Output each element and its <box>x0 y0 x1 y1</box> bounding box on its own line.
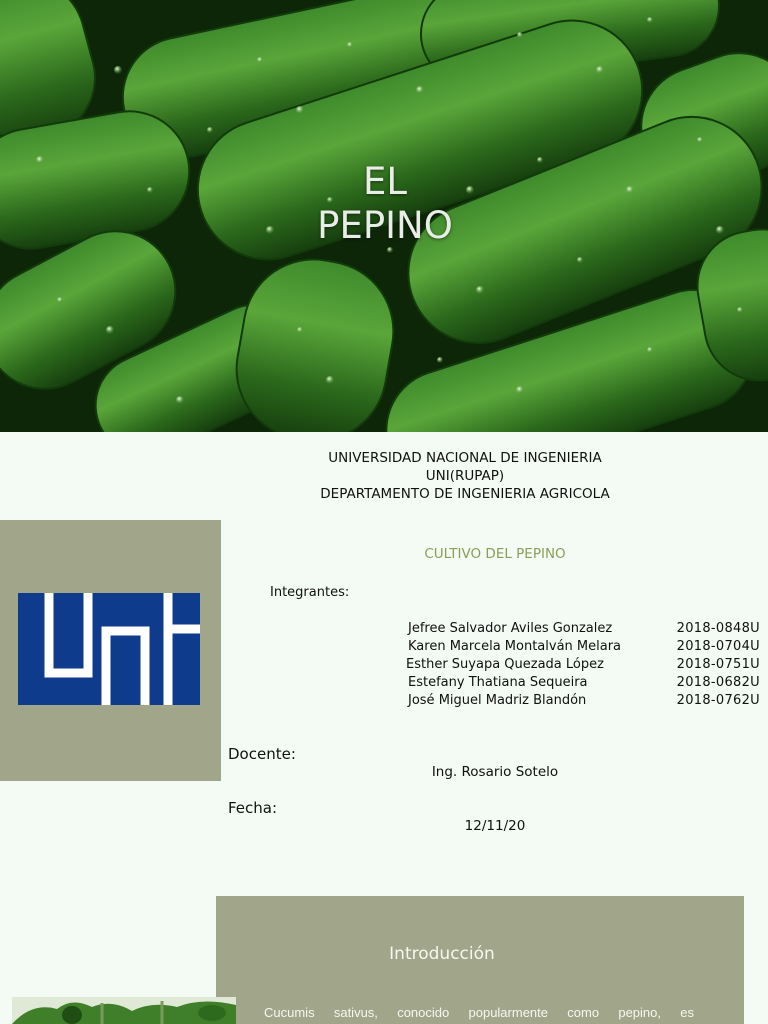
member-id: 2018-0762U <box>676 693 760 708</box>
cucumber-plant-image <box>12 997 236 1024</box>
member-name: Esther Suyapa Quezada López <box>406 657 604 672</box>
introduction-panel <box>216 896 744 1024</box>
document-title <box>300 160 470 248</box>
university-header <box>300 449 630 503</box>
member-name: Karen Marcela Montalván Melara <box>408 639 622 654</box>
introduction-title: Introducción <box>389 944 495 964</box>
member-row <box>400 657 762 675</box>
logo-panel <box>0 520 221 781</box>
subject-title: CULTIVO DEL PEPINO <box>424 546 566 562</box>
university-campus: UNI(RUPAP) <box>425 468 505 484</box>
uni-logo <box>18 593 200 705</box>
teacher-name: Ing. Rosario Sotelo <box>431 764 559 780</box>
introduction-text: Cucumis sativus, conocido popularmente como pepino, es <box>264 1005 694 1020</box>
department-name: DEPARTAMENTO DE INGENIERIA AGRICOLA <box>320 486 610 502</box>
title-line-el: EL <box>363 160 407 203</box>
member-row <box>400 621 762 639</box>
member-id: 2018-0682U <box>676 675 760 690</box>
date-label: Fecha: <box>228 799 278 817</box>
plant-photo <box>12 997 236 1024</box>
hero-cucumber-image <box>0 0 768 432</box>
date-value: 12/11/20 <box>464 818 526 834</box>
member-name: Estefany Thatiana Sequeira <box>408 675 588 690</box>
member-name: José Miguel Madriz Blandón <box>408 693 587 708</box>
member-name: Jefree Salvador Aviles Gonzalez <box>408 621 613 636</box>
member-row <box>400 639 762 657</box>
university-name: UNIVERSIDAD NACIONAL DE INGENIERIA <box>328 450 602 466</box>
member-id: 2018-0704U <box>676 639 760 654</box>
teacher-label: Docente: <box>228 745 296 763</box>
members-label: Integrantes: <box>270 585 350 600</box>
uni-logo-icon <box>18 593 200 705</box>
member-row <box>400 675 762 693</box>
member-id: 2018-0751U <box>676 657 760 672</box>
title-line-pepino: PEPINO <box>317 204 453 247</box>
member-row <box>400 693 762 711</box>
member-id: 2018-0848U <box>676 621 760 636</box>
